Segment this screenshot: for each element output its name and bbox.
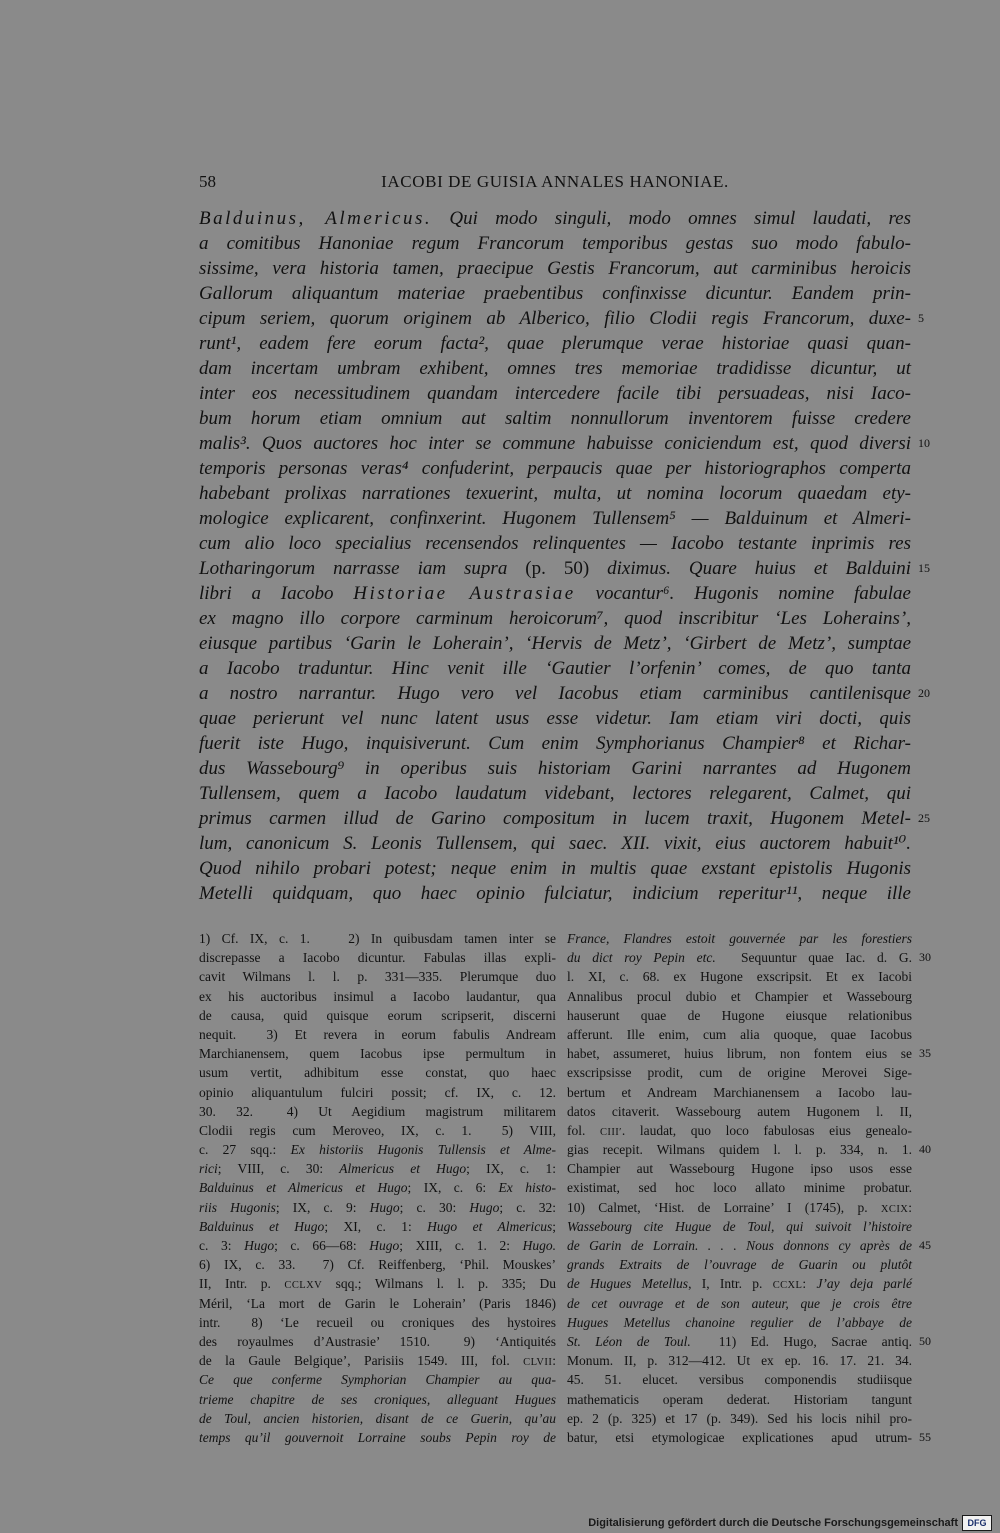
footnote-line [199, 1351, 556, 1370]
footnote-line [199, 987, 556, 1006]
text-run: dam incertam umbram exhibent, omnes tres memoriae tradidisse dicuntur, ut [199, 358, 911, 379]
running-title: IACOBI DE GUISIA ANNALES HANONIAE. [381, 172, 729, 191]
footnote-line [567, 1178, 912, 1197]
dfg-logo: DFG [962, 1515, 992, 1531]
footnote-line [567, 1236, 931, 1255]
footnote-line [567, 1274, 912, 1293]
text-run: opinio aliquantulum fulciri possit; cf. IX, c. 12. [199, 1084, 556, 1100]
text-run: ; XIII, c. 1. 2: [399, 1238, 523, 1253]
text-run: libri a Iacobo [199, 583, 354, 604]
main-text-line [199, 656, 911, 681]
text-run: primus carmen illud de Garino compositum in lucem traxit, Hugonem Metel- [199, 808, 911, 829]
roman-run: (p. 50) [525, 558, 590, 579]
main-text-line [199, 631, 911, 656]
footnote-line [567, 948, 931, 967]
text-run: lum, canonicum S. Leonis Tullensem, qui saec. XII. vixit, eius auctorem habuit¹⁰. [199, 833, 911, 854]
italic-run: de cet ouvrage et de son auteur, que je crois être [567, 1295, 912, 1311]
text-run: batur, etsi etymologicae explicationes apud utrum- [567, 1429, 912, 1445]
spaced-run: Balduinus, Almericus. [199, 208, 433, 229]
text-run: Sequuntur quae Iac. d. G. [715, 950, 912, 966]
text-run: Gallorum aliquantum materiae praebentibus confinxisse dicuntur. Eandem prin- [199, 283, 911, 304]
footnote-line [567, 1102, 912, 1121]
footnote-line [199, 1428, 556, 1447]
text-run: ; VIII, c. 30: [217, 1161, 340, 1177]
text-run: : [908, 1199, 912, 1215]
italic-run: Hugo [244, 1238, 275, 1253]
text-run: Quod nihilo probari potest; neque enim in multis quae exstant epistolis Hugonis [199, 858, 911, 879]
text-run: Lotharingorum narrasse iam supra [199, 558, 526, 579]
main-text-line [199, 881, 911, 906]
text-run: des royaulmes d’Austrasie’ 1510. 9) ‘Antiquités [199, 1333, 556, 1349]
text-run: discrepasse a Iacobo dicuntur. Fabulas illas expli- [199, 950, 556, 966]
text-run: inter eos necessitudinem quandam intercedere facile tibi persuadeas, nisi Iaco- [199, 383, 911, 404]
line-number: 20 [918, 686, 930, 700]
footnote-line [567, 1294, 912, 1313]
text-run: fol. [567, 1122, 600, 1138]
footnote-line [199, 929, 556, 948]
text-run: Monum. II, p. 312—412. Ut ex ep. 16. 17. 21. 34. [567, 1353, 912, 1369]
text-run: ; IX, c. 1: [466, 1161, 556, 1177]
italic-run: trieme chapitre de ses croniques, alleguant Hugues [199, 1391, 556, 1407]
text-run: habet, assumeret, huius librum, non fontem eius se [567, 1046, 912, 1062]
italic-run: rici [199, 1161, 218, 1177]
footnote-line [199, 1217, 556, 1236]
main-text-line [199, 556, 930, 581]
italic-run: Hugo [369, 1238, 400, 1253]
spaced-run: Historiae Austrasiae [353, 583, 576, 604]
text-run: ; [552, 1218, 556, 1234]
line-number: 35 [919, 1046, 931, 1061]
main-text-line [199, 856, 911, 881]
text-run: malis³. Quos auctores hoc inter se commune habuisse coniciendum est, quod diversi [199, 433, 911, 454]
footnote-line [567, 1159, 912, 1178]
text-run: sqq.; Wilmans l. l. p. 335; Du [322, 1276, 556, 1292]
footnotes-right-column [567, 929, 931, 1447]
italic-run: grands Extraits de l’ouvrage de Guarin ou plutôt [567, 1257, 912, 1273]
footnote-line [199, 1255, 556, 1274]
footnote-line [199, 1236, 556, 1255]
footnote-line [567, 1255, 912, 1274]
text-run: : [802, 1276, 817, 1292]
text-run: mathematicis operam dederat. Historiam tangunt [567, 1391, 912, 1407]
main-text-line [199, 731, 911, 756]
main-text-line [199, 431, 930, 456]
footnote-line [199, 1159, 556, 1178]
footnote-line [567, 967, 912, 986]
text-run: bertum et Andream Marchianensem a Iacobo lau- [567, 1084, 912, 1100]
italic-run: de Hugues Metellus [567, 1276, 689, 1292]
line-number: 50 [919, 1333, 931, 1348]
main-text-line [199, 481, 911, 506]
footnote-line [199, 1140, 556, 1159]
footnote-line [199, 1409, 556, 1428]
text-run: fuerit iste Hugo, inquisiverunt. Cum enim Symphorianus Champier⁸ et Richar- [199, 733, 911, 754]
text-run: ; c. 32: [499, 1199, 556, 1215]
italic-run: Almericus et Hugo [339, 1161, 467, 1177]
footnote-line [199, 1044, 556, 1063]
text-run: bum horum etiam omnium aut saltim nonnullorum inventorem fuisse credere [199, 408, 911, 429]
footnote-line [567, 1063, 912, 1082]
main-text-line [199, 756, 911, 781]
main-text-line [199, 831, 911, 856]
footnote-line [567, 1313, 912, 1332]
footnote-line [567, 1025, 912, 1044]
line-number: 5 [918, 311, 924, 325]
italic-run: de Toul, ancien historien, disant de ce Guerin, qu’au [199, 1410, 556, 1426]
small-caps-run: CIII′ [600, 1126, 622, 1138]
main-text-line [199, 356, 911, 381]
text-run: Champier aut Wassebourg Hugone ipso usos esse [567, 1161, 912, 1177]
text-run: existimat, sed hoc loco allato minime probatur. [567, 1180, 912, 1196]
footnote-line [567, 1044, 931, 1063]
text-run: l. XI, c. 68. ex Hugone exscripsit. Et ex Iacobi [567, 969, 912, 985]
footnote-line [567, 929, 912, 948]
italic-run: du dict roy Pepin etc. [567, 950, 716, 966]
text-run: datos citaverit. Wassebourg autem Hugonem l. II, [567, 1103, 912, 1119]
footnote-line [567, 1370, 912, 1389]
text-run: ; XI, c. 1: [324, 1218, 428, 1234]
footnote-line [199, 948, 556, 967]
line-number: 10 [918, 436, 930, 450]
main-text-line [199, 406, 911, 431]
italic-run: riis Hugonis [199, 1199, 276, 1215]
text-run: ex magno illo corpore carminum heroicorum⁷, quod inscribitur ‘Les Loherains’, [199, 608, 911, 629]
italic-run: Hugo [369, 1199, 400, 1215]
footnote-line [199, 1102, 556, 1121]
italic-run: temps qu’il gouvernoit Lorraine soubs Pepin roy de [199, 1429, 556, 1445]
text-run: a Iacobo traduntur. Hinc venit ille ‘Gautier l’orfenin’ comes, de quo tanta [199, 658, 911, 679]
funding-note: Digitalisierung gefördert durch die Deutsche Forschungsgemeinschaft [588, 1517, 958, 1529]
text-run: Annalibus procul dubio et Champier et Wassebourg [567, 988, 912, 1004]
text-run: temporis personas veras⁴ confuderint, perpaucis quae per historiographos comperta [199, 458, 911, 479]
footnote-line [199, 1313, 556, 1332]
text-run: 45. 51. elucet. versibus componendis studiisque [567, 1372, 912, 1388]
text-run: 11) Ed. Hugo, Sacrae antiq. [690, 1333, 912, 1349]
text-run: ; IX, c. 9: [275, 1199, 370, 1215]
text-run: runt¹, eadem fere eorum facta², quae plerumque verae historiae quasi quan- [199, 333, 911, 354]
italic-run: St. Léon de Toul. [567, 1333, 691, 1349]
italic-run: Balduinus et Hugo [199, 1218, 325, 1234]
page-header [199, 171, 911, 193]
text-run: cipum seriem, quorum originem ab Alberico, filio Clodii regis Francorum, duxe- [199, 308, 911, 329]
main-text-line [199, 231, 911, 256]
main-text-line [199, 806, 930, 831]
text-run: intr. 8) ‘Le recueil ou croniques des hystoires [199, 1314, 556, 1330]
text-run: dus Wassebourg⁹ in operibus suis historiam Garini narrantes ad Hugonem [199, 758, 911, 779]
footnote-line [567, 1140, 931, 1159]
line-number: 15 [918, 561, 930, 575]
footnote-line [567, 1083, 912, 1102]
italic-run: Hugo. [522, 1238, 557, 1253]
footnote-line [567, 1390, 912, 1409]
text-run: Tullensem, quem a Iacobo laudatum videbant, lectores relegarent, Calmet, qui [199, 783, 911, 804]
footnote-line [199, 1083, 556, 1102]
text-run: mologice explicarent, confinxerint. Hugonem Tullensem⁵ — Balduinum et Almeri- [199, 508, 911, 529]
line-number: 40 [919, 1142, 931, 1157]
text-run: c. 3: [199, 1238, 245, 1253]
text-run: , I, Intr. p. [688, 1276, 773, 1292]
footnote-line [199, 1025, 556, 1044]
italic-run: Wassebourg cite Hugue de Toul, qui suivoit l’histoire [567, 1218, 912, 1234]
text-run: ex his auctoribus insimul a Iacobo laudantur, qua [199, 988, 556, 1004]
text-run: a comitibus Hanoniae regum Francorum temporibus gestas suo modo fabulo- [199, 233, 911, 254]
footnote-line [199, 1121, 556, 1140]
text-run: gias recepit. Wilmans quidem l. l. p. 334, n. 1. [567, 1142, 912, 1158]
italic-run: France, Flandres estoit gouvernée par les forestiers [567, 931, 912, 946]
text-run: sissime, vera historia tamen, praecipue Gestis Francorum, aut carminibus heroicis [199, 258, 911, 279]
text-run: ep. 2 (p. 325) et 17 (p. 349). Sed his locis nihil pro- [567, 1410, 912, 1426]
italic-run: de Garin de Lorrain. . . . Nous donnons cy après de [567, 1238, 912, 1253]
text-run: 30. 32. 4) Ut Aegidium magistrum militarem [199, 1103, 556, 1119]
footnote-line [199, 1370, 556, 1389]
text-run: a nostro narrantur. Hugo vero vel Iacobus etiam carminibus cantilenisque [199, 683, 911, 704]
text-run: Marchianensem, quem Iacobus ipse permultum in [199, 1046, 556, 1062]
text-run: exscripsisse prodit, cum de origine Merovei Sige- [567, 1065, 912, 1081]
footnote-line [567, 1217, 912, 1236]
text-run: de la Gaule Belgique’, Parisiis 1549. III, fol. [199, 1353, 524, 1369]
main-text-line [199, 781, 911, 806]
footnote-line [199, 1274, 556, 1293]
line-number: 55 [919, 1429, 931, 1444]
main-text-line [199, 331, 911, 356]
text-run: nequit. 3) Et revera in eorum fabulis Andream [199, 1026, 556, 1042]
footnote-line [199, 1332, 556, 1351]
footnote-line [199, 1294, 556, 1313]
footnote-line [567, 1006, 912, 1025]
text-run: c. 27 sqq.: [199, 1142, 291, 1158]
text-run: ; c. 30: [399, 1199, 470, 1215]
main-text-line [199, 581, 911, 606]
main-text-line [199, 681, 930, 706]
footnote-line [199, 967, 556, 986]
line-number: 30 [919, 950, 931, 965]
text-run: ; IX, c. 6: [407, 1180, 499, 1196]
footnote-line [567, 987, 912, 1006]
main-text-line [199, 606, 911, 631]
footnotes-left-column [199, 929, 556, 1447]
italic-run: Ce que conferme Symphorian Champier au qua- [199, 1372, 556, 1388]
text-run: quae perierunt vel nunc latent usus esse videtur. Iam etiam viri docti, quis [199, 708, 911, 729]
text-run: Méril, ‘La mort de Garin le Loherain’ (Paris 1846) [199, 1295, 556, 1311]
main-text-line [199, 381, 911, 406]
main-text [199, 206, 930, 906]
text-run: Metelli quidquam, quo haec opinio fulciatur, indicium reperitur¹¹, neque ille [199, 883, 911, 904]
main-text-line [199, 256, 911, 281]
italic-run: Hugues Metellus chanoine regulier de l’abbaye de [567, 1314, 912, 1330]
text-run: diximus. Quare huius et Balduini [589, 558, 911, 579]
main-text-line [199, 506, 911, 531]
text-run: afferunt. Ille enim, cum alia quoque, quae Iacobus [567, 1026, 912, 1042]
footnote-line [567, 1351, 912, 1370]
footnote-line [199, 1198, 556, 1217]
text-run: 6) IX, c. 33. 7) Cf. Reiffenberg, ‘Phil. Mouskes’ [199, 1257, 556, 1273]
text-run: ; c. 66—68: [274, 1238, 370, 1253]
small-caps-run: CLVII [523, 1357, 553, 1369]
footnote-line [567, 1198, 912, 1217]
footnote-line [567, 1409, 912, 1428]
footnote-line [199, 1178, 556, 1197]
footnote-line [567, 1121, 912, 1140]
text-run: II, Intr. p. [199, 1276, 285, 1292]
italic-run: Ex histo- [498, 1180, 556, 1196]
text-run: 1) Cf. IX, c. 1. 2) In quibusdam tamen inter se [199, 931, 556, 946]
footnote-line [199, 1063, 556, 1082]
text-run: : [552, 1353, 556, 1369]
line-number: 45 [919, 1238, 931, 1252]
main-text-line [199, 281, 911, 306]
main-text-line [199, 206, 911, 231]
main-text-line [199, 456, 911, 481]
small-caps-run: CCXL [772, 1280, 803, 1292]
text-run: . laudat, quo loco fabulosas eius genealo- [621, 1122, 912, 1138]
text-run: 10) Calmet, ‘Hist. de Lorraine’ I (1745), p. [567, 1199, 881, 1215]
line-number: 25 [918, 811, 930, 825]
small-caps-run: CCLXV [284, 1280, 323, 1292]
page-number: 58 [199, 172, 216, 191]
footnote-line [567, 1428, 931, 1447]
italic-run: Balduinus et Almericus et Hugo [199, 1180, 408, 1196]
text-run: vocantur⁶. Hugonis nomine fabulae [575, 583, 911, 604]
footnote-line [567, 1332, 931, 1351]
small-caps-run: XCIX [880, 1203, 909, 1215]
text-run: Qui modo singuli, modo omnes simul laudati, res [432, 208, 911, 229]
main-text-line [199, 706, 911, 731]
italic-run: Ex historiis Hugonis Tullensis et Alme- [290, 1142, 556, 1158]
italic-run: Hugo et Almericus [427, 1218, 553, 1234]
text-run: eiusque partibus ‘Garin le Loherain’, ‘Hervis de Metz’, ‘Girbert de Metz’, sumptae [199, 633, 911, 654]
text-run: habebant prolixas narrationes texuerint, multa, ut nomina locorum quaedam ety- [199, 483, 911, 504]
main-text-line [199, 306, 924, 331]
text-run: usum vertit, adhibitum esse constat, quo haec [199, 1065, 556, 1081]
main-text-line [199, 531, 911, 556]
footnote-line [199, 1006, 556, 1025]
text-run: de causa, quid quisque eorum scripserit, discerni [199, 1007, 556, 1023]
italic-run: J’ay deja parlé [816, 1276, 912, 1292]
italic-run: Hugo [469, 1199, 500, 1215]
text-run: hauserunt quae de Hugone eiusque relationibus [567, 1007, 912, 1023]
text-run: Clodii regis cum Meroveo, IX, c. 1. 5) VIII, [199, 1122, 556, 1138]
footnote-line [199, 1390, 556, 1409]
text-run: cavit Wilmans l. l. p. 331—335. Plerumque duo [199, 969, 556, 985]
text-run: cum alio loco specialius recensendos relinquentes — Iacobo testante inprimis res [199, 533, 911, 554]
